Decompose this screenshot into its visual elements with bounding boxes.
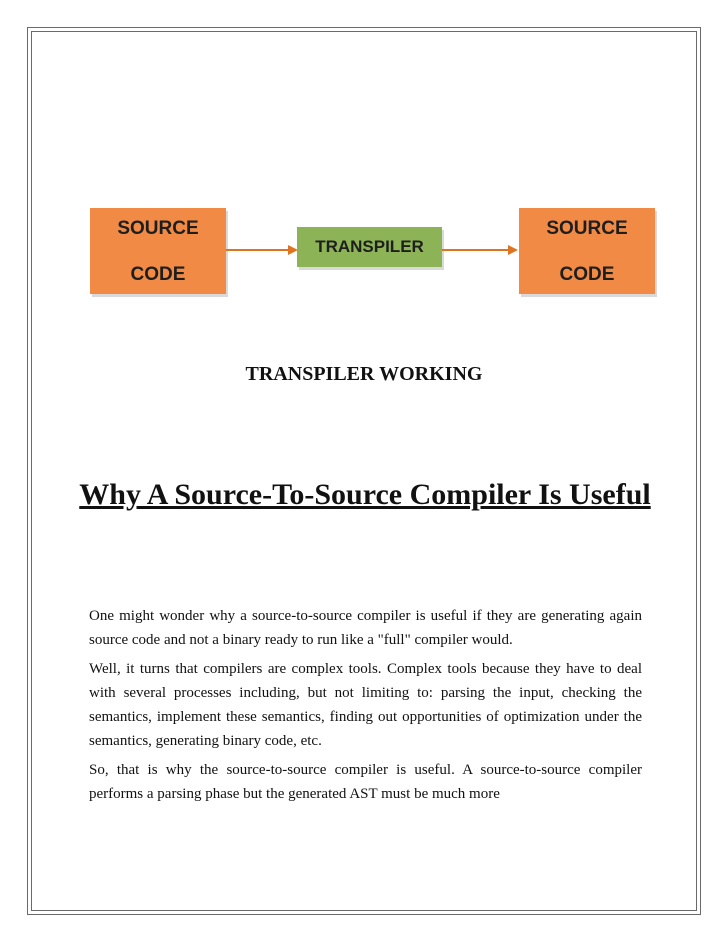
transpiler-box [297, 227, 442, 267]
source-box-right-line1: SOURCE [546, 218, 628, 239]
body-text [89, 604, 642, 811]
paragraph: One might wonder why a source-to-source compiler is useful if they are generating again source code and not a binary ready to run like a "full" compiler would. [89, 608, 642, 648]
transpiler-label: TRANSPILER [315, 237, 424, 256]
source-box-left-line1: SOURCE [117, 218, 199, 239]
diagram-caption: TRANSPILER WORKING [245, 363, 483, 385]
source-code-box-left [90, 208, 226, 294]
arrow-to-source-code [442, 243, 520, 257]
section-heading: Why A Source-To-Source Compiler Is Useful [79, 478, 651, 511]
source-code-box-right [519, 208, 655, 294]
paragraph: So, that is why the source-to-source compiler is useful. A source-to-source compiler performs a parsing phase but the generated AST must be much more [89, 762, 642, 802]
arrow-to-transpiler [226, 243, 300, 257]
source-box-right-line2: CODE [559, 264, 615, 285]
paragraph: Well, it turns that compilers are complex tools. Complex tools because they have to deal with several processes including, but not limiting to: parsing the input, checking the semantics, implement these semantics, finding out opportunities of optimization under the semantics, generating binary code, etc. [89, 661, 642, 749]
source-box-left-line2: CODE [130, 264, 186, 285]
